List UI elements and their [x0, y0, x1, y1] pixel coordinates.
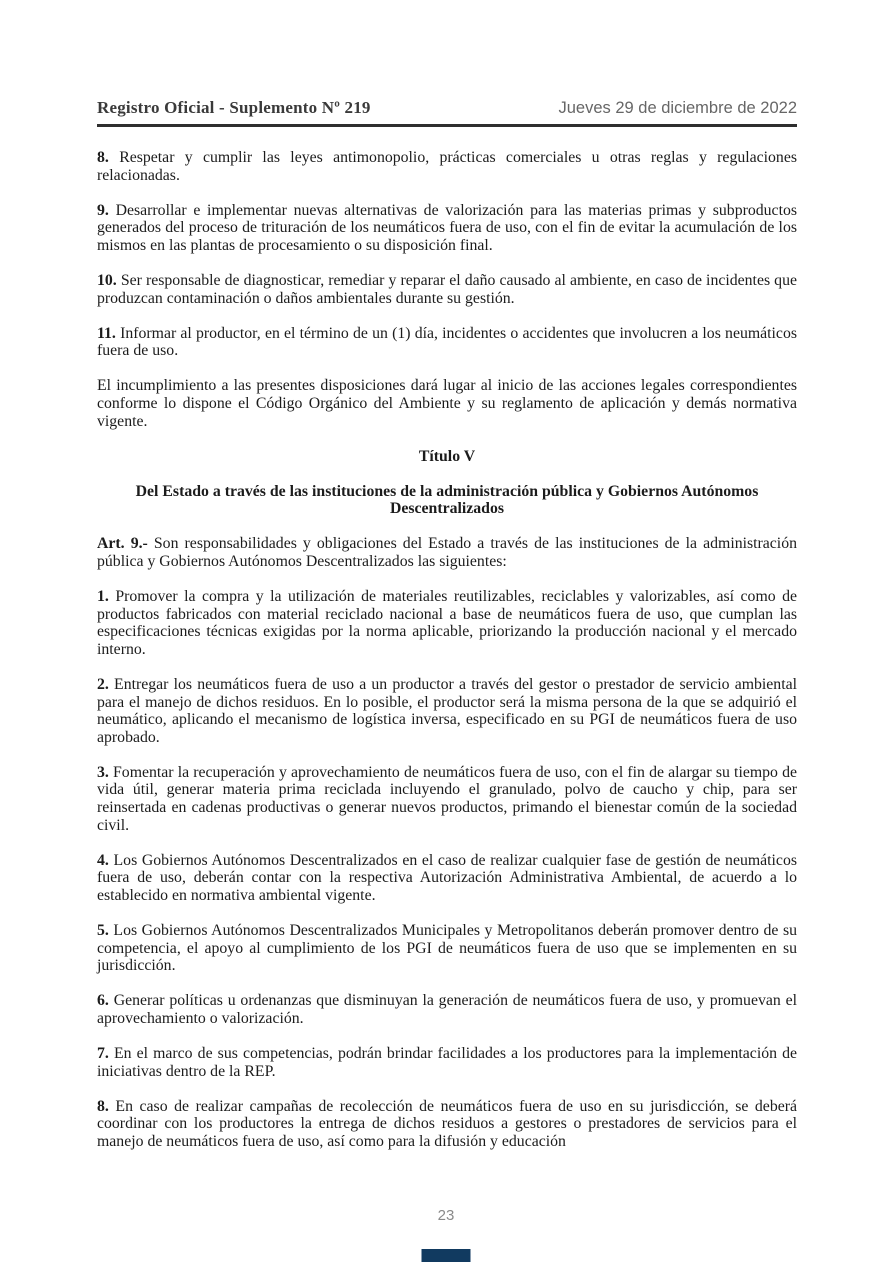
paragraph-number: 10. [97, 271, 117, 289]
paragraph-text: Promover la compra y la utilización de materiales reutilizables, reciclables y valorizables, así como de productos fabricados con material reciclado nacional a base de neumáticos fuera de uso, que cumplan las especificaciones técnicas exigidas por la norma aplicable, priorizando la producción nacional y el mercado interno. [97, 588, 797, 658]
document-paragraph [97, 992, 797, 1027]
paragraph-text: Son responsabilidades y obligaciones del Estado a través de las instituciones de la administración pública y Gobiernos Autónomos Descentralizados las siguientes: [97, 535, 797, 570]
document-paragraph [97, 922, 797, 975]
section-heading [97, 448, 797, 466]
document-paragraph [97, 202, 797, 255]
header-date: Jueves 29 de diciembre de 2022 [558, 99, 797, 117]
paragraph-text: Entregar los neumáticos fuera de uso a un productor a través del gestor o prestador de servicio ambiental para el manejo de dichos residuos. En lo posible, el productor será la misma persona de la que se adquirió el neumático, aplicando el mecanismo de logística inversa, especificado en su PGI de neumáticos fuera de uso aprobado. [97, 675, 797, 746]
paragraph-number: 8. [97, 1097, 109, 1115]
paragraph-number: 8. [97, 149, 109, 166]
document-paragraph [97, 325, 797, 360]
paragraph-number: 9. [97, 201, 109, 219]
paragraph-text: Título V [418, 447, 476, 465]
paragraph-text: Respetar y cumplir las leyes antimonopolio, prácticas comerciales u otras reglas y regulaciones relacionadas. [97, 149, 797, 184]
footer-accent-bar [422, 1249, 471, 1262]
document-paragraph [97, 588, 797, 658]
paragraph-text: Ser responsable de diagnosticar, remediar y reparar el daño causado al ambiente, en caso de incidentes que produzcan contaminación o daños ambientales durante su gestión. [97, 271, 797, 307]
paragraph-number: 5. [97, 922, 109, 939]
paragraph-number: 2. [97, 675, 109, 693]
paragraph-text: Fomentar la recuperación y aprovechamiento de neumáticos fuera de uso, con el fin de alargar su tiempo de vida útil, generar materia prima reciclada incluyendo el granulado, polvo de caucho y chip, para ser reinsertada en cadenas productivas o generar nuevos productos, primando el bienestar común de la sociedad civil. [97, 763, 797, 834]
document-body [97, 127, 797, 1150]
paragraph-number: 6. [97, 992, 109, 1010]
document-paragraph [97, 149, 797, 184]
paragraph-number: 3. [97, 763, 109, 781]
document-paragraph [97, 377, 797, 430]
paragraph-number: 11. [97, 324, 116, 342]
paragraph-number: Art. 9.- [97, 535, 148, 553]
paragraph-text: En caso de realizar campañas de recolección de neumáticos fuera de uso en su jurisdicción, se deberá coordinar con los productores la entrega de dichos residuos a gestores o prestadores de servicios para el manejo de neumáticos fuera de uso, así como para la difusión y educación [97, 1097, 798, 1150]
page-number: 23 [437, 1207, 455, 1224]
paragraph-text: Los Gobiernos Autónomos Descentralizados Municipales y Metropolitanos deberán promover dentro de su competencia, el apoyo al cumplimiento de los PGI de neumáticos fuera de uso que se implementen en su jurisdicción. [97, 922, 798, 975]
section-heading [97, 483, 797, 518]
document-paragraph [97, 272, 797, 307]
paragraph-text: Informar al productor, en el término de un (1) día, incidentes o accidentes que involucren a los neumáticos fuera de uso. [97, 324, 797, 360]
document-paragraph [97, 852, 797, 905]
paragraph-text: Generar políticas u ordenanzas que disminuyan la generación de neumáticos fuera de uso, y promuevan el aprovechamiento o valorización. [97, 992, 797, 1027]
paragraph-text: Los Gobiernos Autónomos Descentralizados en el caso de realizar cualquier fase de gestión de neumáticos fuera de uso, deberán contar con la respectiva Autorización Administrativa Ambiental, de acuerdo a lo establecido en normativa ambiental vigente. [97, 851, 797, 904]
paragraph-text: En el marco de sus competencias, podrán brindar facilidades a los productores para la implementación de iniciativas dentro de la REP. [97, 1044, 798, 1080]
page-header [97, 98, 797, 127]
paragraph-number: 1. [97, 588, 109, 606]
document-paragraph [97, 764, 797, 834]
paragraph-text: Desarrollar e implementar nuevas alternativas de valorización para las materias primas y subproductos generados del proceso de trituración de los neumáticos fuera de uso, con el fin de evitar la acumulación de los mismos en las plantas de procesamiento o su disposición final. [97, 201, 797, 254]
paragraph-number: 4. [97, 851, 109, 869]
document-paragraph [97, 1045, 797, 1080]
document-paragraph [97, 535, 797, 570]
paragraph-text: El incumplimiento a las presentes disposiciones dará lugar al inicio de las acciones legales correspondientes conforme lo dispone el Código Orgánico del Ambiente y su reglamento de aplicación y demás normativa vigente. [97, 377, 797, 430]
paragraph-number: 7. [97, 1044, 109, 1062]
document-paragraph [97, 1098, 797, 1151]
header-title: Registro Oficial - Suplemento Nº 219 [97, 98, 371, 117]
document-paragraph [97, 676, 797, 746]
paragraph-text: Del Estado a través de las instituciones de la administración pública y Gobiernos Autónomos Descentralizados [135, 482, 759, 518]
